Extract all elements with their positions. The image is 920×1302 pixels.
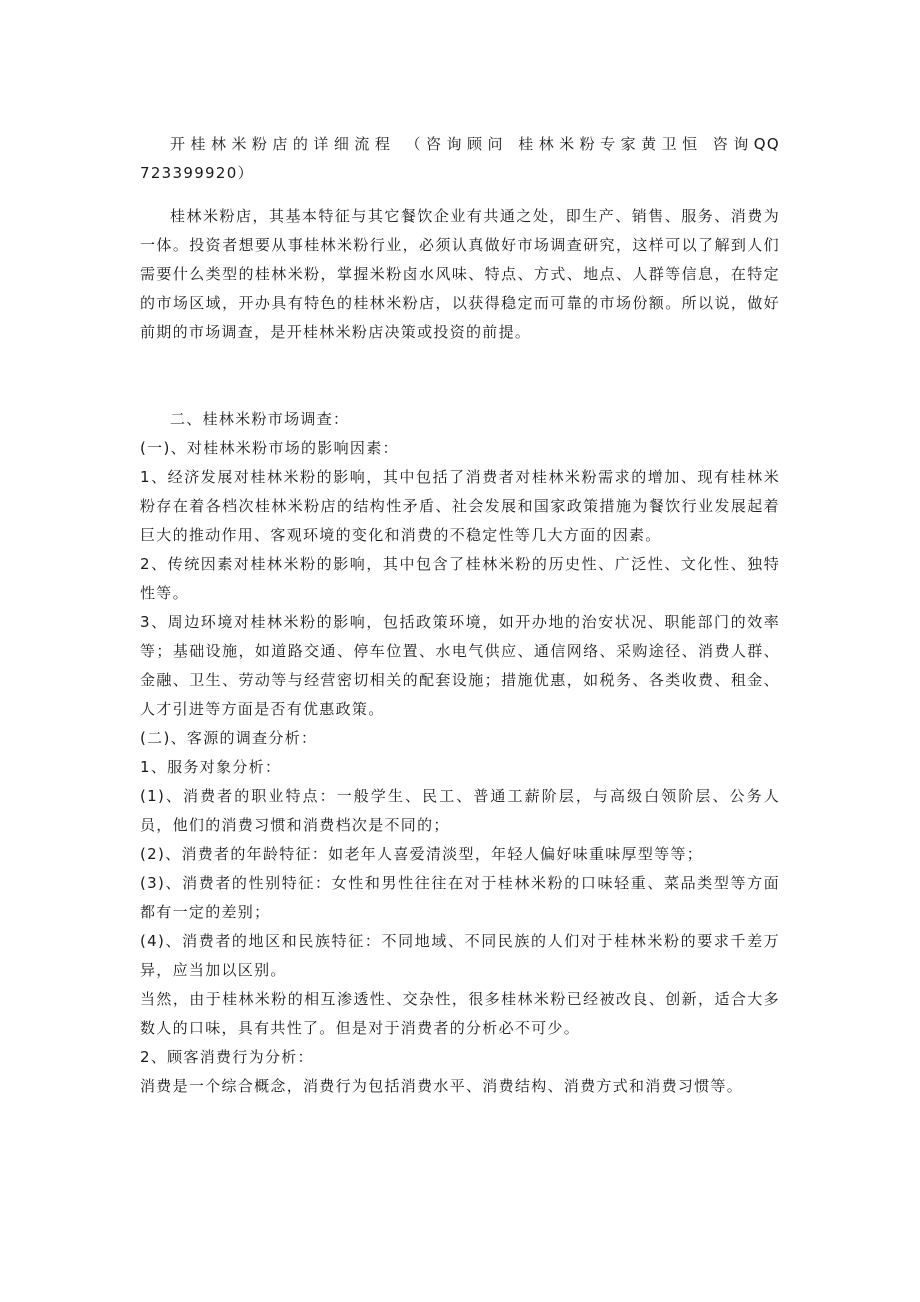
consumption-paragraph: 消费是一个综合概念，消费行为包括消费水平、消费结构、消费方式和消费习惯等。 [140,1077,744,1095]
subsection-heading-2: (二)、客源的调查分析： [140,729,318,747]
point-2: (2)、消费者的年龄特征：如老年人喜爱清淡型，年轻人偏好味重味厚型等等； [140,845,704,863]
point-1: (1)、消费者的职业特点：一般学生、民工、普通工薪阶层，与高级白领阶层、公务人员，他们的消费习惯和消费档次是不同的； [140,787,780,834]
conclusion-paragraph: 当然，由于桂林米粉的相互渗透性、交杂性，很多桂林米粉已经被改良、创新，适合大多数人的口味，具有共性了。但是对于消费者的分析必不可少。 [140,990,780,1037]
list-item-2: 2、传统因素对桂林米粉的影响，其中包含了桂林米粉的历史性、广泛性、文化性、独特性等。 [140,555,780,602]
point-4: (4)、消费者的地区和民族特征：不同地域、不同民族的人们对于桂林米粉的要求千差万异，应当加以区别。 [140,932,780,979]
document-body [140,130,780,1101]
section-heading: 二、桂林米粉市场调查： [170,410,350,428]
spacer [140,188,780,202]
list-item-1: 1、经济发展对桂林米粉的影响，其中包括了消费者对桂林米粉需求的增加、现有桂林米粉存在着各档次桂林米粉店的结构性矛盾、社会发展和国家政策措施为餐饮行业发展起着巨大的推动作用、客观环境的变化和消费的不稳定性等几大方面的因素。 [140,468,780,544]
document-title-line1: 开桂林米粉店的详细流程 （咨询顾问 桂林米粉专家黄卫恒 咨询QQ [170,135,780,153]
list-item-3: 3、周边环境对桂林米粉的影响，包括政策环境，如开办地的治安状况、职能部门的效率等；基础设施，如道路交通、停车位置、水电气供应、通信网络、采购途径、消费人群、金融、卫生、劳动等与经营密切相关的配套设施；措施优惠，如税务、各类收费、租金、人才引进等方面是否有优惠政策。 [140,613,780,718]
point-3: (3)、消费者的性别特征：女性和男性往往在对于桂林米粉的口味轻重、菜品类型等方面都有一定的差别； [140,874,780,921]
subsection-heading-1: (一)、对桂林米粉市场的影响因素： [140,439,399,457]
spacer [140,347,780,405]
sub2-item1-heading: 1、服务对象分析： [140,758,282,776]
sub2-item2-heading: 2、顾客消费行为分析： [140,1048,314,1066]
intro-paragraph: 桂林米粉店，其基本特征与其它餐饮企业有共通之处，即生产、销售、服务、消费为一体。投资者想要从事桂林米粉行业，必须认真做好市场调查研究，这样可以了解到人们需要什么类型的桂林米粉，掌握米粉卤水风味、特点、方式、地点、人群等信息，在特定的市场区域，开办具有特色的桂林米粉店，以获得稳定而可靠的市场份额。所以说，做好前期的市场调查，是开桂林米粉店决策或投资的前提。 [140,207,780,341]
document-title-line2: 723399920） [140,164,254,182]
